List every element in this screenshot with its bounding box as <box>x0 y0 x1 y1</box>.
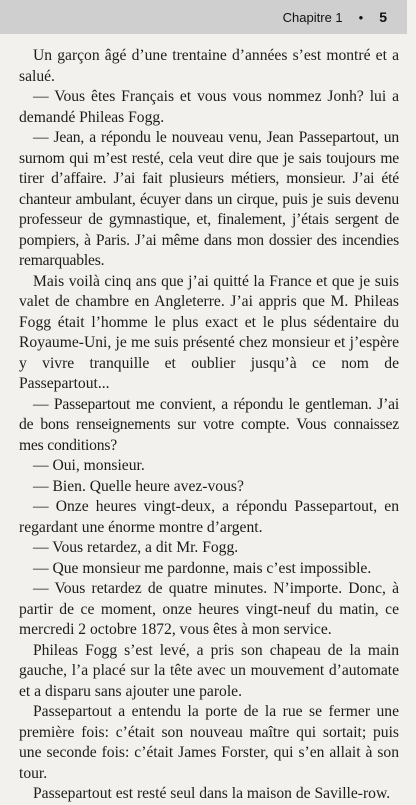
paragraph: Passepartout a entendu la porte de la rue se fermer une première fois: c’était son nouveau maître qui sortait; puis une seconde fois: c’était James Forster, qui s’en allait à son tour. <box>19 703 399 782</box>
body-text <box>19 46 399 805</box>
paragraph: — Jean, a répondu le nouveau venu, Jean Passepartout, un surnom qui m’est resté, cela veut dire que je sais toujours me tirer d’affaire. J’ai fait plusieurs métiers, monsieur. J’ai été chanteur ambulant, écuyer dans un cirque, puis je suis devenu professeur de gymnastique, et, finalement, j’étais sergent de pompiers, à Paris. J’ai même dans mon dossier des incendies remarquables. <box>19 129 399 269</box>
paragraph: Passepartout est resté seul dans la maison de Saville-row. <box>33 785 391 802</box>
paragraph: Phileas Fogg s’est levé, a pris son chapeau de la main gauche, l’a placé sur la tête avec un mouvement d’automate et a disparu sans ajouter une parole. <box>19 641 399 700</box>
chapter-title: Chapitre 1 <box>282 9 343 25</box>
running-head-bar <box>0 0 407 34</box>
page-number: 5 <box>379 9 387 25</box>
paragraph: Un garçon âgé d’une trentaine d’années s’est montré et a salué. <box>19 47 399 85</box>
bullet-separator: • <box>358 9 364 25</box>
paragraph: — Onze heures vingt-deux, a répondu Passepartout, en regardant une énorme montre d’argent. <box>19 498 399 536</box>
page-header <box>0 0 416 40</box>
paragraph: — Vous retardez de quatre minutes. N’importe. Donc, à partir de ce moment, onze heures vingt-neuf du matin, ce mercredi 2 octobre 1872, vous êtes à mon service. <box>19 580 399 638</box>
paragraph: — Que monsieur me pardonne, mais c’est impossible. <box>33 559 372 577</box>
paragraph: — Vous retardez, a dit Mr. Fogg. <box>33 539 239 556</box>
paragraph: — Bien. Quelle heure avez-vous? <box>33 477 244 495</box>
paragraph: — Oui, monsieur. <box>33 457 145 474</box>
paragraph: — Passepartout me convient, a répondu le gentleman. J’ai de bons renseignements sur votre compte. Vous connaissez mes conditions? <box>19 395 399 454</box>
paragraph: — Vous êtes Français et vous vous nommez Jonh? lui a demandé Phileas Fogg. <box>19 88 399 126</box>
paragraph: Mais voilà cinq ans que j’ai quitté la France et que je suis valet de chambre en Angleterre. J’ai appris que M. Phileas Fogg était l’homme le plus exact et le plus sédentaire du Royaume-Uni, je me suis présenté chez monsieur et j’espère y vivre tranquille et oublier jusqu’à ce nom de Passepartout... <box>19 272 399 392</box>
